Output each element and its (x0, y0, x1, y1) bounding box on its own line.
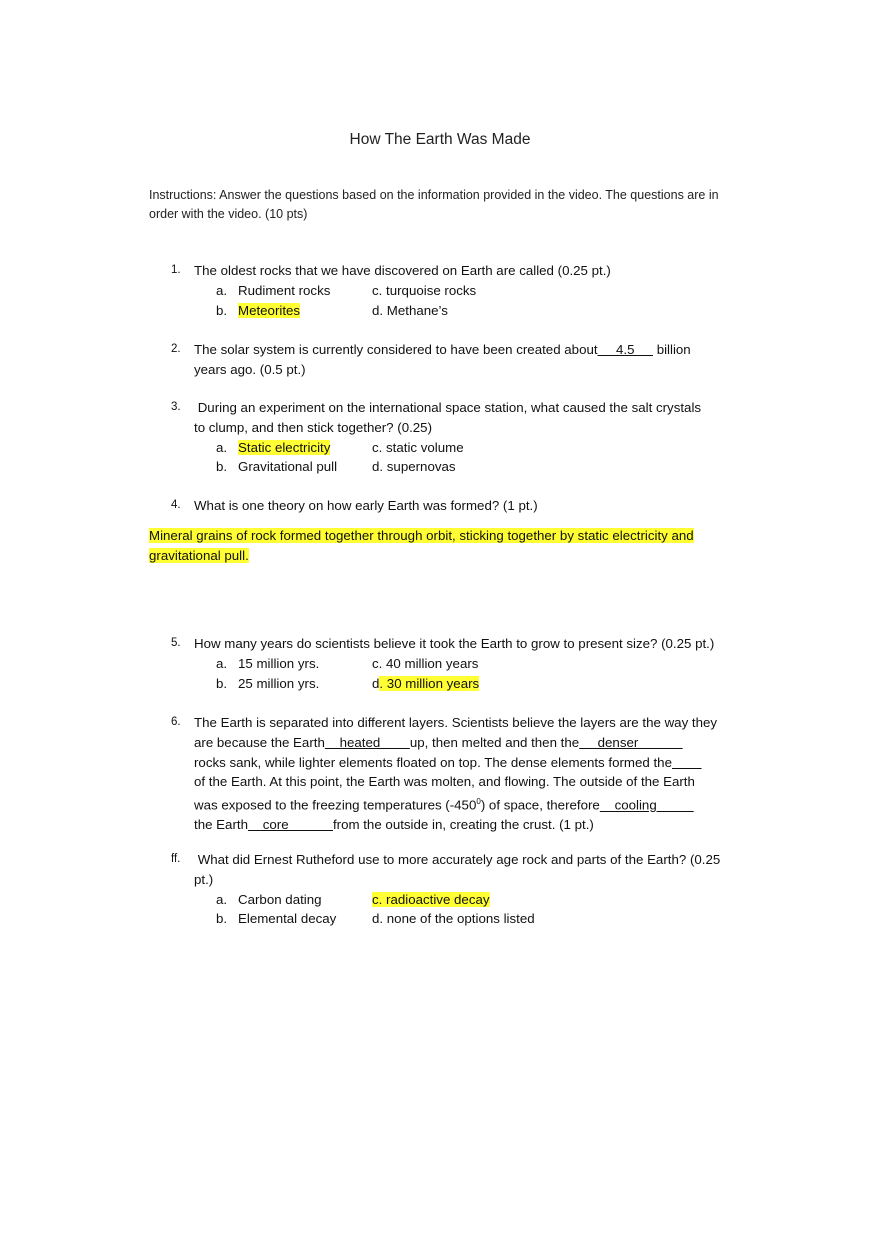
question-number: 5. (171, 637, 181, 649)
option-d: d. Methane’s (372, 302, 448, 318)
option-d-prefix: d (372, 675, 380, 691)
question-text-line (194, 753, 739, 773)
question-text-part: billion (653, 342, 691, 357)
answer-4 (149, 526, 749, 566)
text-part: rocks sank, while lighter elements floated on top. The dense elements formed the (194, 754, 672, 770)
question-2 (149, 340, 739, 380)
question-number: 2. (171, 343, 181, 355)
option-row (216, 909, 739, 929)
question-number: 3. (171, 401, 181, 413)
option-row (216, 438, 739, 458)
question-number: 4. (171, 499, 181, 511)
option-d: d. supernovas (372, 459, 456, 475)
question-text-line: years ago. (0.5 pt.) (194, 361, 306, 377)
question-text-line (194, 792, 739, 815)
question-4 (149, 496, 739, 516)
question-text: How many years do scientists believe it took the Earth to grow to present size? (0.25 pt.) (194, 636, 715, 651)
option-row (216, 674, 739, 694)
question-text-line (194, 815, 739, 835)
question-6 (149, 713, 739, 835)
option-b-highlighted: Meteorites (238, 302, 301, 318)
text-part: was exposed to the freezing temperatures (-450 (194, 797, 477, 813)
question-number: 6. (171, 716, 181, 728)
question-text: What is one theory on how early Earth was formed? (1 pt.) (194, 498, 538, 513)
option-letter: a. (216, 891, 228, 907)
option-letter: a. (216, 282, 228, 298)
question-1 (149, 261, 739, 320)
question-text: During an experiment on the international space station, what caused the salt crystals (194, 400, 702, 415)
question-number: ff. (171, 853, 181, 865)
question-text-line: of the Earth. At this point, the Earth was molten, and flowing. The outside of the Earth (194, 774, 695, 790)
question-text-part: The solar system is currently considered to have been created about (194, 342, 598, 357)
question-text-line (194, 733, 739, 753)
option-c: c. static volume (372, 439, 464, 455)
option-row (216, 890, 739, 910)
answer-blank: core (247, 817, 333, 833)
answer-line-highlighted: gravitational pull. (149, 548, 249, 563)
option-row (216, 301, 739, 321)
answer-blank: heated (324, 734, 410, 750)
option-b: Gravitational pull (238, 459, 338, 475)
option-a: 15 million yrs. (238, 655, 320, 671)
answer-blank: denser (579, 734, 683, 750)
page-title: How The Earth Was Made (349, 131, 531, 148)
text-part: ) of space, therefore (480, 797, 600, 813)
instructions: Instructions: Answer the questions based on the information provided in the video. The questions are in order with the video. (10 pts) (149, 188, 719, 221)
option-letter: b. (216, 911, 228, 927)
option-a: Carbon dating (238, 891, 322, 907)
option-row (216, 281, 739, 301)
option-letter: b. (216, 459, 228, 475)
option-c-highlighted: c. radioactive decay (372, 891, 490, 907)
option-letter: a. (216, 655, 228, 671)
superscript: 0 (476, 797, 481, 807)
question-text: What did Ernest Rutheford use to more accurately age rock and parts of the Earth? (0.25 (194, 852, 721, 867)
question-3 (149, 398, 739, 477)
option-letter: b. (216, 302, 228, 318)
option-a-highlighted: Static electricity (238, 439, 331, 455)
option-c: c. 40 million years (372, 655, 479, 671)
option-letter: b. (216, 675, 228, 691)
option-c: c. turquoise rocks (372, 282, 477, 298)
question-7 (149, 850, 739, 929)
text-part: from the outside in, creating the crust. (1 pt.) (332, 817, 594, 833)
option-d (372, 674, 479, 694)
question-5 (149, 634, 739, 693)
answer-blank: cooling (599, 797, 694, 813)
option-d: d. none of the options listed (372, 911, 535, 927)
option-b: 25 million yrs. (238, 675, 320, 691)
question-text: The Earth is separated into different layers. Scientists believe the layers are the way they (194, 715, 718, 730)
text-part: are because the Earth (194, 734, 325, 750)
answer-line-highlighted: Mineral grains of rock formed together through orbit, sticking together by static electricity and (149, 528, 694, 543)
text-part: up, then melted and then the (409, 734, 580, 750)
question-text-line: pt.) (194, 871, 214, 887)
option-row (216, 457, 739, 477)
question-text (194, 340, 739, 360)
option-letter: a. (216, 439, 228, 455)
text-part: the Earth (194, 817, 248, 833)
answer-blank: 4.5 (597, 342, 653, 357)
option-a: Rudiment rocks (238, 282, 331, 298)
question-number: 1. (171, 264, 181, 276)
question-text-line: to clump, and then stick together? (0.25) (194, 419, 433, 435)
option-row (216, 654, 739, 674)
option-d-highlighted: . 30 million years (379, 675, 480, 691)
answer-blank (672, 755, 702, 770)
option-b: Elemental decay (238, 911, 337, 927)
question-text: The oldest rocks that we have discovered on Earth are called (0.25 pt.) (194, 263, 611, 278)
